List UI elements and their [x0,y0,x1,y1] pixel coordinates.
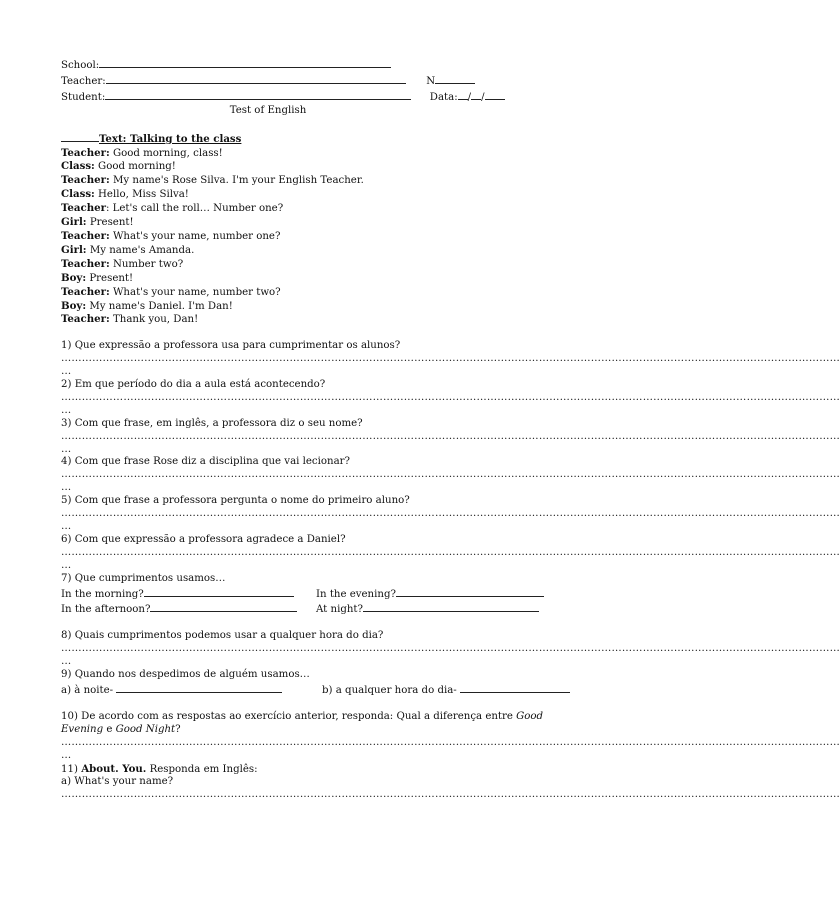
answer-line-6[interactable]: ……………………………………………………………………………………………………………………………………………………………………………………………………… [61,546,840,558]
answer-line-5-tail: … [61,521,72,532]
question-9: 9) Quando nos despedimos de alguém usamos… [61,669,310,681]
morning-label: In the morning? [61,588,144,600]
student-field [61,89,575,105]
answer-line-1[interactable]: ……………………………………………………………………………………………………………………………………………………………………………………………………… [61,353,840,365]
question-8: 8) Quais cumprimentos podemos usar a qualquer hora do dia? [61,630,384,642]
farewell-anytime-blank[interactable] [460,682,570,693]
question-6: 6) Com que expressão a professora agradece a Daniel? [61,533,346,545]
afternoon-label: In the afternoon? [61,604,151,616]
question-2: 2) Em que período do dia a aula está acontecendo? [61,379,326,391]
date-day-blank[interactable] [458,89,468,100]
school-blank[interactable] [99,57,391,68]
evening-blank[interactable] [396,586,544,597]
text-heading [61,131,575,147]
question-11a: a) What's your name? [61,776,174,788]
school-label: School: [61,60,100,71]
teacher-blank[interactable] [106,73,406,84]
dialogue-line [61,244,575,258]
dialogue-line [61,313,575,327]
answer-line-6-tail: … [61,559,72,571]
speech: My name's Amanda. [86,244,195,256]
morning-blank[interactable] [144,586,294,597]
speech: : Let's call the roll… Number one? [105,203,284,215]
speech: My name's Rose Silva. I'm your English Teacher. [109,175,364,187]
farewell-row [61,682,575,698]
question-1: 1) Que expressão a professora usa para cumprimentar os alunos? [61,340,401,352]
dialogue-line [61,272,575,286]
speaker: Teacher: [61,174,110,187]
answer-line-10-tail: … [61,749,72,761]
night-blank[interactable] [363,601,539,612]
speech: Thank you, Dan! [109,314,199,326]
date-separator: / [481,91,485,103]
greeting-row-1 [61,586,575,602]
dialogue-line [61,286,575,300]
speech: What's your name, number one? [109,230,281,242]
question-10-text: 10) De acordo com as respostas ao exercício anterior, responda: Qual a diferença entre [61,710,517,722]
test-title: Test of English [229,104,307,116]
farewell-night-item [61,682,322,698]
student-label: Student: [61,91,106,103]
answer-line-11a[interactable]: ……………………………………………………………………………………………………………………………………………………………………………………………………… [61,789,840,801]
speaker: Boy: [61,271,87,284]
question-11 [61,763,575,777]
question-11-heading: About. You. [81,762,147,775]
answer-line-4[interactable]: ……………………………………………………………………………………………………………………………………………………………………………………………………… [61,469,840,481]
speech: Hello, Miss Silva! [94,189,189,201]
speaker: Girl: [61,243,87,256]
answer-line-2[interactable]: ……………………………………………………………………………………………………………………………………………………………………………………………………… [61,391,840,403]
speaker: Boy: [61,299,87,312]
dialogue-line [61,202,575,216]
afternoon-item [61,601,316,617]
dialogue-line [61,230,575,244]
night-label: At night? [316,604,363,616]
speech: Good morning! [94,161,176,173]
teacher-label: Teacher: [61,75,106,87]
speaker: Teacher: [61,313,110,326]
dialogue-line [61,300,575,314]
date-month-blank[interactable] [471,89,481,100]
question-3: 3) Com que frase, em inglês, a professora diz o seu nome? [61,417,363,429]
question-10-and: e [103,723,116,735]
date-year-blank[interactable] [485,89,505,100]
question-10-end: ? [175,723,181,735]
good-evening-term-cont: Evening [61,723,104,735]
dialogue [61,147,575,328]
speech: Good morning, class! [109,147,223,159]
speaker: Girl: [61,216,87,229]
school-field [61,57,575,73]
question-11-number: 11) [61,763,82,775]
teacher-field [61,73,575,89]
number-blank[interactable] [435,73,475,84]
morning-item [61,586,316,602]
night-item [316,601,539,617]
number-label: N [426,75,436,87]
speaker: Class: [61,188,95,201]
text-title: Text: Talking to the class [99,132,242,145]
dialogue-line [61,216,575,230]
question-10-line-1 [61,711,575,724]
dialogue-line [61,147,575,161]
date-label: Data: [429,91,458,103]
student-blank[interactable] [105,89,411,100]
farewell-night-label: a) à noite- [61,684,117,696]
answer-line-3[interactable]: ……………………………………………………………………………………………………………………………………………………………………………………………………… [61,430,840,442]
answer-line-3-tail: … [61,443,72,455]
evening-label: In the evening? [316,588,396,600]
dialogue-line [61,258,575,272]
speaker: Teacher: [61,229,110,242]
answer-line-10[interactable]: ……………………………………………………………………………………………………………………………………………………………………………………………………… [61,736,840,748]
speech: Present! [86,217,134,229]
dialogue-line [61,174,575,188]
question-4: 4) Com que frase Rose diz a disciplina que vai lecionar? [61,456,350,468]
speech: What's your name, number two? [109,286,281,298]
answer-line-4-tail: … [61,482,72,494]
good-evening-term: Good [516,710,544,722]
answer-line-2-tail: … [61,404,72,416]
speech: Present! [86,272,134,284]
dialogue-line [61,160,575,174]
question-5: 5) Com que frase a professora pergunta o nome do primeiro aluno? [61,495,410,507]
speaker: Teacher [61,202,106,215]
speaker: Teacher: [61,285,110,298]
speech: My name's Daniel. I'm Dan! [86,300,233,312]
farewell-anytime-item [322,682,570,698]
answer-line-5[interactable]: ……………………………………………………………………………………………………………………………………………………………………………………………………… [61,508,840,520]
answer-line-8[interactable]: ……………………………………………………………………………………………………………………………………………………………………………………………………… [61,643,840,655]
speech: Number two? [109,258,184,270]
speaker: Teacher: [61,257,110,270]
greeting-row-2 [61,601,575,617]
question-10-line-2 [61,724,575,737]
speaker: Class: [61,160,95,173]
speaker: Teacher: [61,146,110,159]
evening-item [316,586,544,602]
good-night-term: Good Night [115,723,176,735]
afternoon-blank[interactable] [150,601,297,612]
dialogue-line [61,188,575,202]
answer-line-1-tail: … [61,366,72,378]
date-separator: / [467,91,472,103]
farewell-night-blank[interactable] [116,682,282,693]
question-11-text: Responda em Inglês: [146,763,258,775]
farewell-anytime-label: b) a qualquer hora do dia- [322,684,460,696]
heading-underline-lead [61,131,99,142]
answer-line-8-tail: … [61,656,72,668]
question-7: 7) Que cumprimentos usamos… [61,572,226,584]
